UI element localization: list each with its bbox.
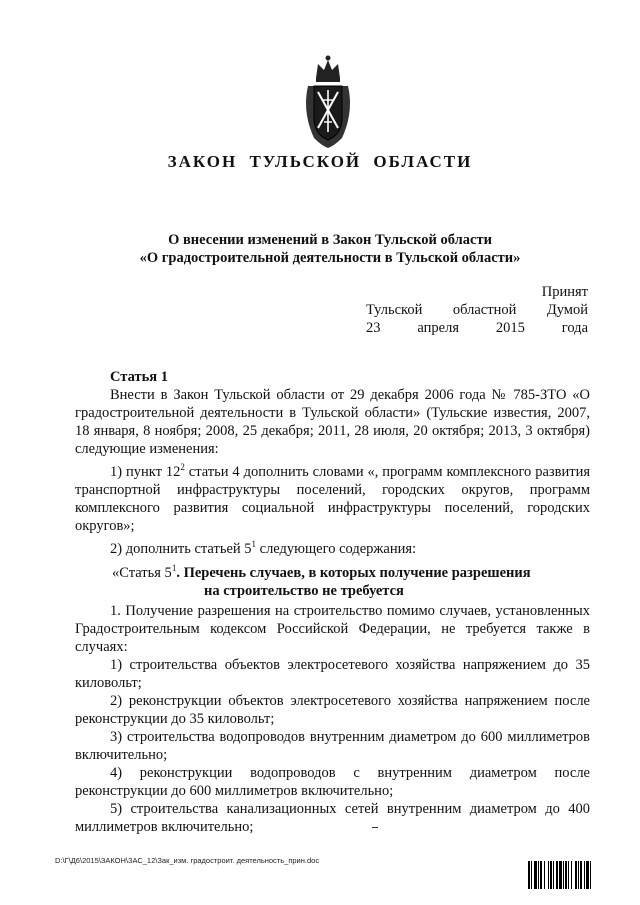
law-subject	[60, 231, 600, 267]
article-5-1-heading-line-1	[112, 559, 590, 582]
article-1-item-1	[75, 458, 590, 535]
article-5-1-title-2: на строительство не требуется	[204, 582, 404, 599]
item-2-text-b: следующего содержания:	[256, 540, 417, 557]
list-item: 1) строительства объектов электросетевого хозяйства напряжением до 35 киловольт;	[75, 657, 590, 691]
article-1-intro: Внести в Закон Тульской области от 29 декабря 2006 года № 785-ЗТО «О градостроительной деятельности в Тульской области» (Тульские известия, 2007, 18 января, 8 ноября; 2008, 25 декабря; 2011, 28 июля, 20 октября; 2013, 3 октября) следующие изменения:	[75, 387, 590, 457]
file-path-footer: D:\Г\Д6\2015\ЗАКОН\ЗАС_12\Зак_изм. градостроит. деятельность_прин.doc	[55, 856, 320, 865]
adoption-block	[366, 283, 588, 337]
article-5-1-heading	[112, 559, 590, 600]
tula-coat-of-arms-icon	[296, 52, 360, 152]
item-1-text-b: статьи 4 дополнить словами «, программ комплексного развития транспортной инфраструктуры поселений, городских округов, программ комплексного развития социальной инфраструктуры поселений, городских округов»;	[75, 463, 591, 534]
article-5-1-para-1: 1. Получение разрешения на строительство помимо случаев, установленных Градостроительным кодексом Российской Федерации, не требуется также в случаях:	[75, 603, 590, 655]
article-5-1-title-1: . Перечень случаев, в которых получение разрешения	[176, 564, 531, 581]
law-title: ЗАКОН ТУЛЬСКОЙ ОБЛАСТИ	[167, 152, 473, 171]
item-1-text-a: 1) пункт 12	[110, 463, 181, 480]
article-1-item-2	[75, 535, 590, 558]
page-mark-dash	[372, 827, 378, 828]
article-1-heading: Статья 1	[110, 369, 168, 385]
adopted-line-1: Принят	[541, 284, 588, 300]
article-1	[75, 368, 590, 558]
list-item: 3) строительства водопроводов внутренним диаметром до 600 миллиметров включительно;	[75, 729, 590, 763]
subject-line-2: «О градостроительной деятельности в Тульской области»	[139, 250, 521, 266]
item-2-sup: 1	[251, 538, 257, 549]
subject-line-1: О внесении изменений в Закон Тульской области	[168, 232, 492, 248]
list-item: 4) реконструкции водопроводов с внутренним диаметром после реконструкции до 600 миллиметров включительно;	[75, 765, 590, 799]
list-item: 2) реконструкции объектов электросетевого хозяйства напряжением после реконструкции до 35 киловольт;	[75, 693, 590, 727]
article-5-1-sup: 1	[171, 563, 177, 573]
article-5-1-prefix: «Статья 5	[112, 564, 172, 581]
list-item: 5) строительства канализационных сетей внутренним диаметром до 400 миллиметров включительно;	[75, 801, 590, 835]
article-5-1-body	[75, 602, 590, 836]
adopted-line-2: Тульской областной Думой	[366, 302, 588, 318]
item-1-sup: 2	[180, 462, 185, 472]
adopted-line-3: 23 апреля 2015 года	[366, 320, 588, 336]
item-2-text-a: 2) дополнить статьей 5	[110, 540, 252, 557]
barcode	[528, 861, 612, 889]
